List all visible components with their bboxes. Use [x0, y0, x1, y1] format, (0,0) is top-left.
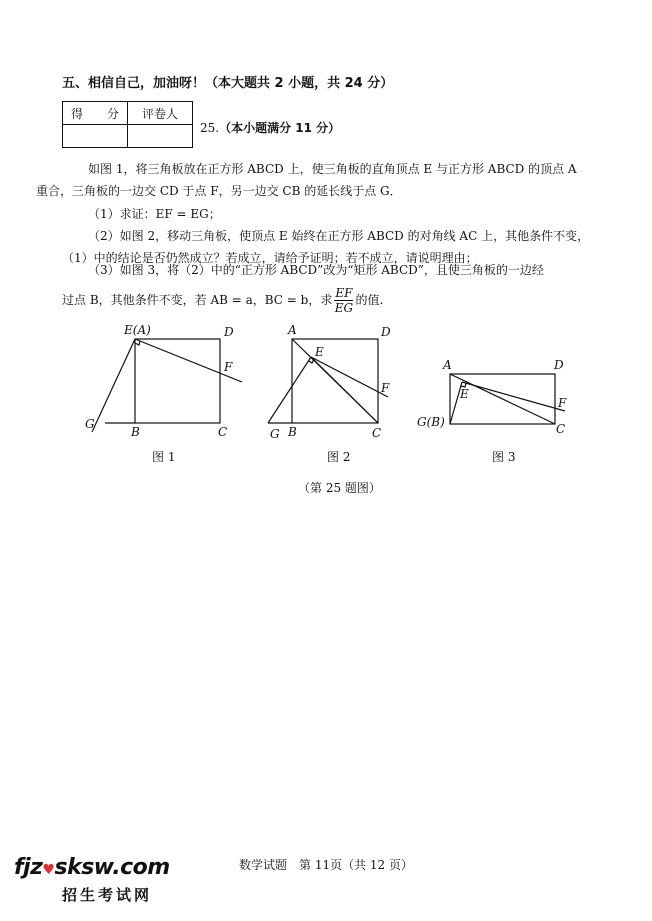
watermark-subtitle: 招生考试网 — [62, 886, 153, 904]
score-header: 得 分 — [63, 102, 128, 125]
fig1-caption: 图 1 — [152, 450, 176, 464]
section-title: 五、相信自己，加油呀！（本大题共 2 小题，共 24 分） — [62, 76, 394, 91]
question-part-2: （2）如图 2，移动三角板，使顶点 E 始终在正方形 ABCD 的对角线 AC 上，其他条件不变，（1）中的结论是否仍然成立？若成立，请给予证明；若不成立，请说明理由； — [62, 229, 590, 265]
fig1-label-C: C — [218, 425, 228, 439]
logo-text-right: sksw.com — [54, 855, 170, 880]
fig1-square — [135, 339, 220, 423]
intro-line-1: 如图 1，将三角板放在正方形 ABCD 上，使三角板的直角顶点 E 与正方形 ABCD 的顶点 A — [88, 162, 577, 176]
question-part-3-line-1: （3）如图 3，将（2）中的“正方形 ABCD”改为“矩形 ABCD”，且使三角板的一边经 — [88, 263, 544, 277]
fraction-denominator: EG — [334, 301, 354, 315]
fig2-line-EC — [311, 357, 378, 423]
fraction-numerator: EF — [335, 286, 353, 300]
figure-2 — [268, 339, 388, 423]
part3-text-a: 过点 B，其他条件不变，若 AB = a，BC = b，求 — [62, 293, 333, 307]
fig1-label-F: F — [224, 360, 233, 374]
fig1-label-EA: E(A) — [124, 323, 151, 337]
fig2-label-D: D — [381, 325, 391, 339]
fig1-label-D: D — [224, 325, 234, 339]
fig2-label-E: E — [315, 345, 324, 359]
fig1-label-B: B — [131, 425, 140, 439]
fig3-label-F: F — [558, 396, 567, 410]
question-number: 25. — [200, 121, 220, 135]
fig3-label-GB: G(B) — [417, 415, 445, 429]
fig3-label-E: E — [460, 387, 469, 401]
fig2-label-G: G — [270, 427, 280, 441]
fig1-label-G: G — [85, 417, 95, 431]
question-part-1: （1）求证：EF = EG； — [88, 207, 221, 221]
fig1-line-EG — [92, 339, 135, 432]
part3-text-b: 的值. — [355, 293, 384, 307]
fig2-label-B: B — [288, 425, 297, 439]
fig3-label-D: D — [554, 358, 564, 372]
fig1-right-angle — [135, 341, 140, 345]
fig3-caption: 图 3 — [492, 450, 516, 464]
fig3-line-EF — [462, 382, 565, 411]
fig2-label-F: F — [381, 381, 390, 395]
grader-header: 评卷人 — [128, 102, 193, 125]
fig2-line-EG — [268, 357, 311, 423]
heart-icon: ♥ — [42, 862, 55, 878]
fig2-line-EF — [311, 357, 388, 397]
fig2-caption: 图 2 — [327, 450, 351, 464]
fig2-label-C: C — [372, 426, 382, 440]
intro-line-2: 重合，三角板的一边交 CD 于点 F，另一边交 CB 的延长线于点 G． — [36, 184, 402, 198]
fig2-label-A: A — [288, 323, 297, 337]
figure-1 — [92, 339, 242, 432]
fig3-label-C: C — [556, 422, 566, 436]
figure-group-caption: （第 25 题图） — [298, 481, 381, 495]
watermark-logo — [14, 855, 170, 880]
fig3-label-A: A — [443, 358, 452, 372]
page-footer: 数学试题 第 11页（共 12 页） — [239, 858, 413, 872]
logo-text-left: fjz — [14, 855, 43, 880]
question-points: （本小题满分 11 分） — [219, 121, 341, 135]
